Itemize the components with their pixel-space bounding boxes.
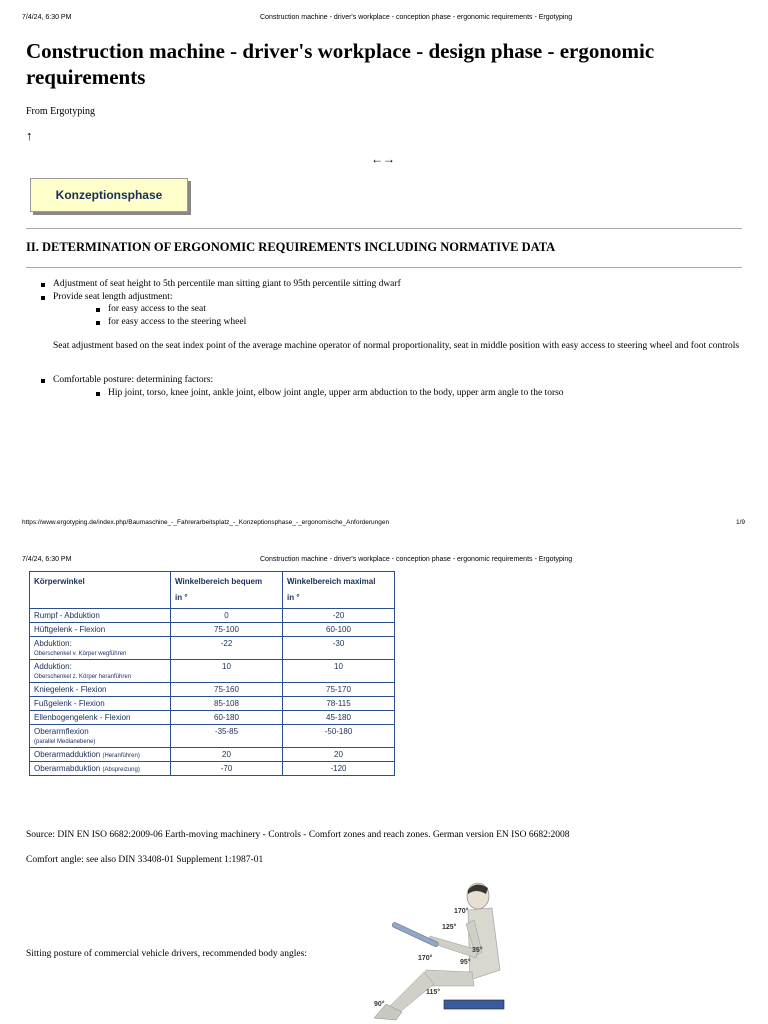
sitting-posture-caption: Sitting posture of commercial vehicle drivers, recommended body angles: [26, 949, 307, 959]
print-title: Construction machine - driver's workplace - conception phase - ergonomic requirements - Ergotyping [260, 14, 573, 21]
from-line: From Ergotyping [26, 106, 95, 117]
angle-label: 115° [426, 989, 441, 996]
footer-url: https://www.ergotyping.de/index.php/Baumaschine_-_Fahrerarbeitsplatz_-_Konzeptionsphase_-_ergonomische_Anforderungen [22, 519, 390, 526]
table-row: Oberarmabduktion (Abspreizung) -70 -120 [30, 762, 395, 776]
angle-label: 95° [460, 959, 471, 966]
column-header: Winkelbereich bequem in ° [171, 572, 283, 609]
comfort-angle-note: Comfort angle: see also DIN 33408-01 Supplement 1:1987-01 [26, 855, 264, 865]
page-number: 1/9 [736, 519, 746, 526]
table-row: Abduktion: Oberschenkel v. Körper wegführen -22 -30 [30, 637, 395, 660]
list-item: Adjustment of seat height to 5th percentile man sitting giant to 95th percentile sitting dwarf [26, 278, 746, 291]
angle-label: 170° [454, 908, 469, 915]
konzeptionsphase-button[interactable]: Konzeptionsphase [30, 178, 188, 212]
angle-label: 170° [418, 955, 433, 962]
table-row: Rumpf - Abduktion 0 -20 [30, 609, 395, 623]
list-item-text: Provide seat length adjustment: [53, 291, 173, 302]
list-item [26, 374, 746, 399]
table-row: Oberarmflexion (parallel Medianebene) -35-85 -50-180 [30, 725, 395, 748]
table-row: Ellenbogengelenk - Flexion 60-180 45-180 [30, 711, 395, 725]
column-header: Körperwinkel [30, 572, 171, 609]
divider [26, 267, 742, 268]
list-item [26, 291, 746, 329]
page-title: Construction machine - driver's workplace - design phase - ergonomic requirements [26, 39, 655, 89]
print-date: 7/4/24, 6:30 PM [22, 556, 72, 563]
prev-next-arrows[interactable]: ←→ [371, 152, 395, 166]
seat-adjustment-paragraph: Seat adjustment based on the seat index point of the average machine operator of normal proportionality, seat in middle position with easy access to steering wheel and foot controls [53, 341, 740, 351]
section-heading: II. DETERMINATION OF ERGONOMIC REQUIREMENTS INCLUDING NORMATIVE DATA [26, 240, 556, 254]
angle-label: 35° [472, 947, 483, 954]
print-date: 7/4/24, 6:30 PM [22, 14, 72, 21]
sub-list-item: for easy access to the steering wheel [53, 316, 746, 329]
sub-list-item: Hip joint, torso, knee joint, ankle joint, elbow joint angle, upper arm abduction to the body, upper arm angle to the torso [53, 387, 746, 400]
up-arrow-link[interactable]: ↑ [26, 128, 33, 143]
posture-list [26, 374, 746, 399]
table-row: Oberarmadduktion (Heranführen) 20 20 [30, 748, 395, 762]
sub-list-item: for easy access to the seat [53, 303, 746, 316]
divider [26, 228, 742, 229]
list-item-text: Comfortable posture: determining factors: [53, 375, 214, 385]
table-row: Hüftgelenk - Flexion 75-100 60-100 [30, 623, 395, 637]
sitting-posture-figure [350, 880, 510, 1024]
requirements-list [26, 278, 746, 328]
angle-label: 90° [374, 1001, 385, 1008]
table-row: Kniegelenk - Flexion 75-160 75-170 [30, 683, 395, 697]
table-row: Adduktion: Oberschenkel z. Körper heranführen 10 10 [30, 660, 395, 683]
print-title: Construction machine - driver's workplace - conception phase - ergonomic requirements - Ergotyping [260, 556, 573, 563]
pedal-shape [444, 1000, 504, 1009]
body-angle-table [29, 571, 395, 776]
source-citation: Source: DIN EN ISO 6682:2009-06 Earth-moving machinery - Controls - Comfort zones and reach zones. German version EN ISO 6682:2008 [26, 830, 570, 840]
angle-label: 125° [442, 924, 457, 931]
table-row: Fußgelenk - Flexion 85-108 78-115 [30, 697, 395, 711]
column-header: Winkelbereich maximal in ° [283, 572, 395, 609]
